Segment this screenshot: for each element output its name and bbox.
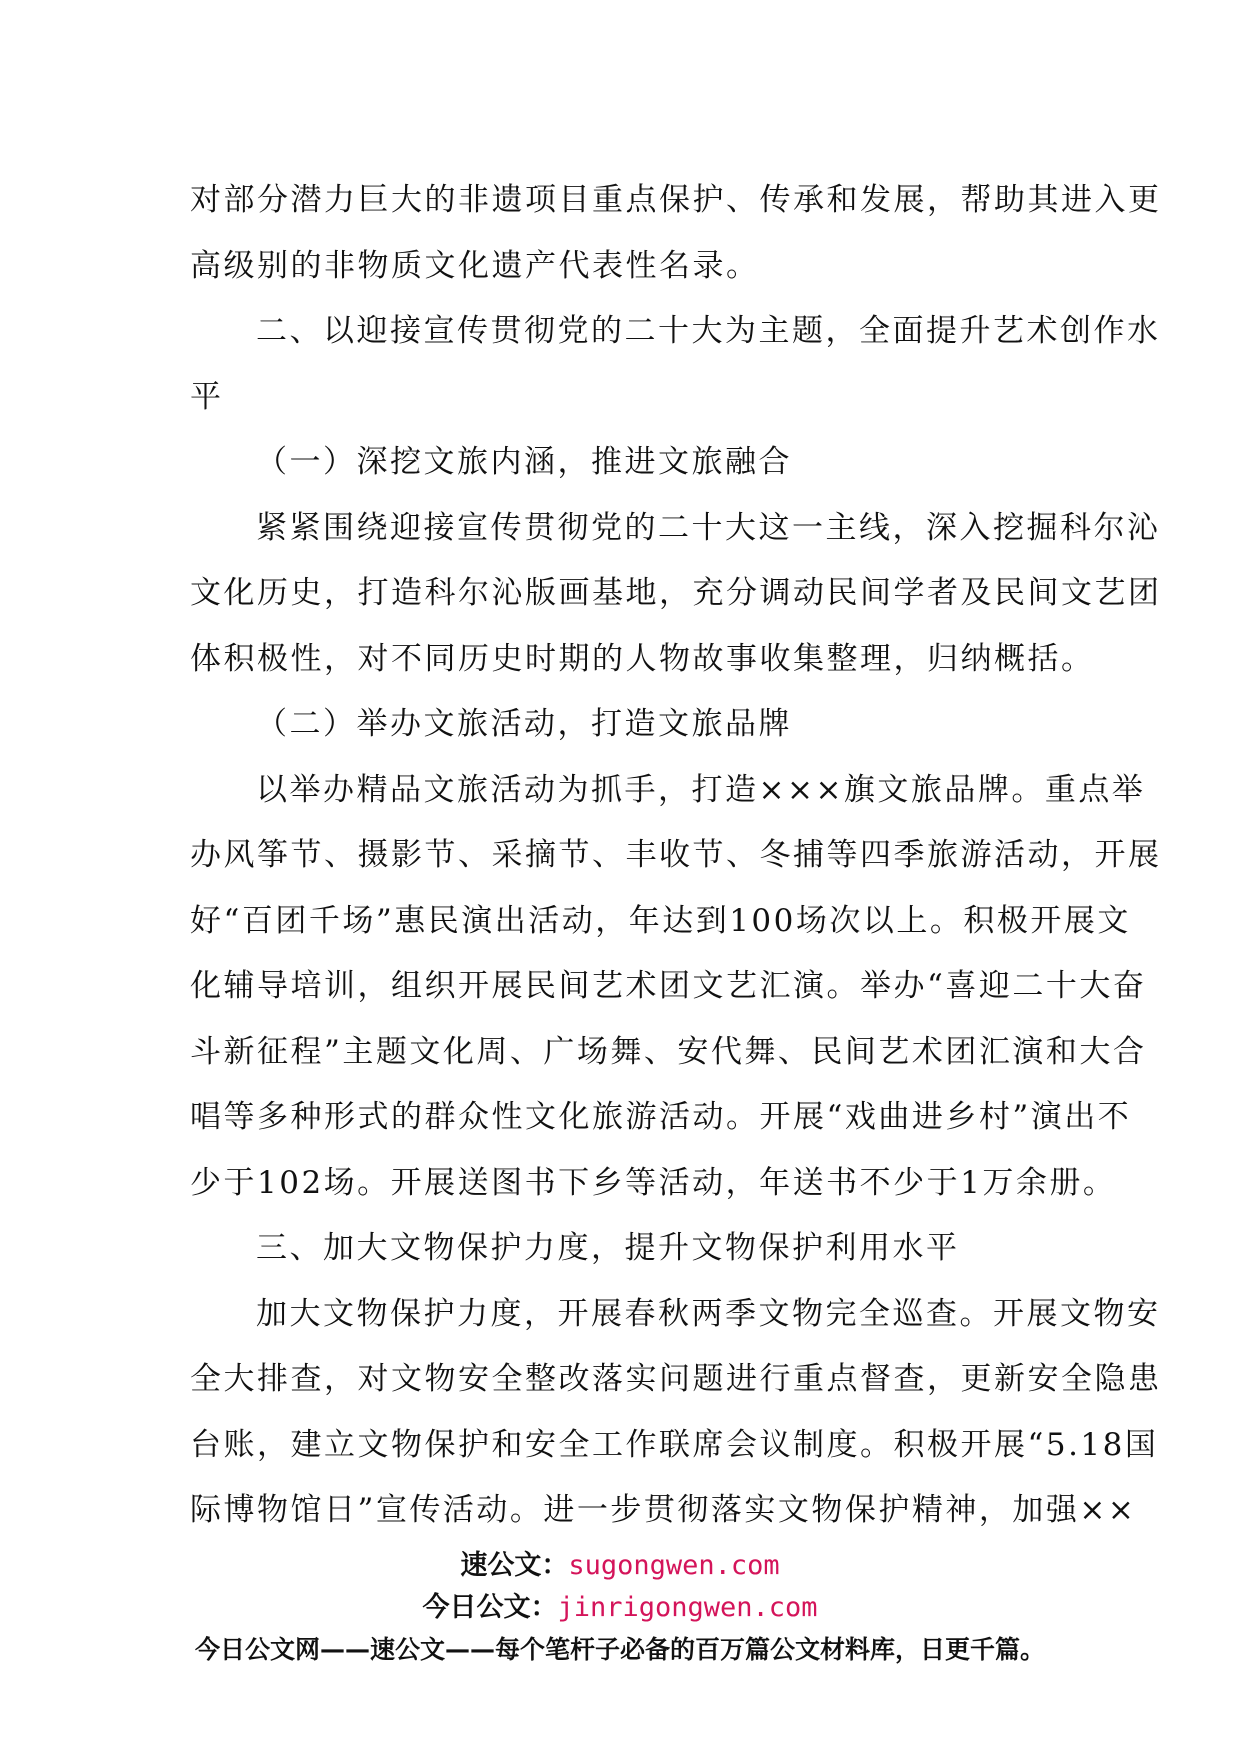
footer-link-sugongwen[interactable]: sugongwen.com xyxy=(568,1550,780,1581)
footer-sugongwen xyxy=(0,1548,1240,1584)
section-heading-line: 三、加大文物保护力度，提升文物保护利用水平 xyxy=(256,1230,960,1266)
paragraph-line: 以举办精品文旅活动为抓手，打造×××旗文旅品牌。重点举 xyxy=(256,771,1146,808)
paragraph-line: 少于102场。开展送图书下乡等活动，年送书不少于1万余册。 xyxy=(190,1164,1117,1201)
footer-label-jinrigongwen: 今日公文： xyxy=(422,1592,558,1623)
section-heading-line: 平 xyxy=(190,378,224,415)
paragraph-line: 对部分潜力巨大的非遗项目重点保护、传承和发展，帮助其进入更 xyxy=(190,182,1162,218)
paragraph-line: 唱等多种形式的群众性文化旅游活动。开展“戏曲进乡村”演出不 xyxy=(190,1099,1132,1135)
paragraph-line: 台账，建立文物保护和安全工作联席会议制度。积极开展“5.18国 xyxy=(190,1426,1159,1463)
paragraph-line: 际博物馆日”宣传活动。进一步贯彻落实文物保护精神，加强×× xyxy=(190,1492,1137,1528)
document-body xyxy=(190,168,1162,1544)
subsection-heading: （二）举办文旅活动，打造文旅品牌 xyxy=(256,706,792,742)
footer-jinrigongwen xyxy=(0,1590,1240,1626)
footer-label-sugongwen: 速公文： xyxy=(460,1550,569,1581)
paragraph-line: 好“百团千场”惠民演出活动，年达到100场次以上。积极开展文 xyxy=(190,902,1131,939)
paragraph-line: 全大排查，对文物安全整改落实问题进行重点督查，更新安全隐患 xyxy=(190,1361,1162,1397)
paragraph-line: 体积极性，对不同历史时期的人物故事收集整理，归纳概括。 xyxy=(190,640,1095,677)
paragraph-line: 紧紧围绕迎接宣传贯彻党的二十大这一主线，深入挖掘科尔沁 xyxy=(256,509,1161,546)
paragraph-line: 斗新征程”主题文化周、广场舞、安代舞、民间艺术团汇演和大合 xyxy=(190,1033,1147,1070)
paragraph-line: 高级别的非物质文化遗产代表性名录。 xyxy=(190,247,760,284)
subsection-heading: （一）深挖文旅内涵，推进文旅融合 xyxy=(256,444,792,480)
paragraph-line: 办风筝节、摄影节、采摘节、丰收节、冬捕等四季旅游活动，开展 xyxy=(190,837,1162,873)
footer-link-jinrigongwen[interactable]: jinrigongwen.com xyxy=(557,1592,818,1623)
section-heading-line: 二、以迎接宣传贯彻党的二十大为主题，全面提升艺术创作水 xyxy=(256,313,1161,349)
paragraph-line: 加大文物保护力度，开展春秋两季文物完全巡查。开展文物安 xyxy=(256,1295,1161,1332)
paragraph-line: 文化历史，打造科尔沁版画基地，充分调动民间学者及民间文艺团 xyxy=(190,575,1162,611)
paragraph-line: 化辅导培训，组织开展民间艺术团文艺汇演。举办“喜迎二十大奋 xyxy=(190,968,1147,1004)
footer-slogan: 今日公文网——速公文——每个笔杆子必备的百万篇公文材料库，日更千篇。 xyxy=(194,1635,1045,1664)
